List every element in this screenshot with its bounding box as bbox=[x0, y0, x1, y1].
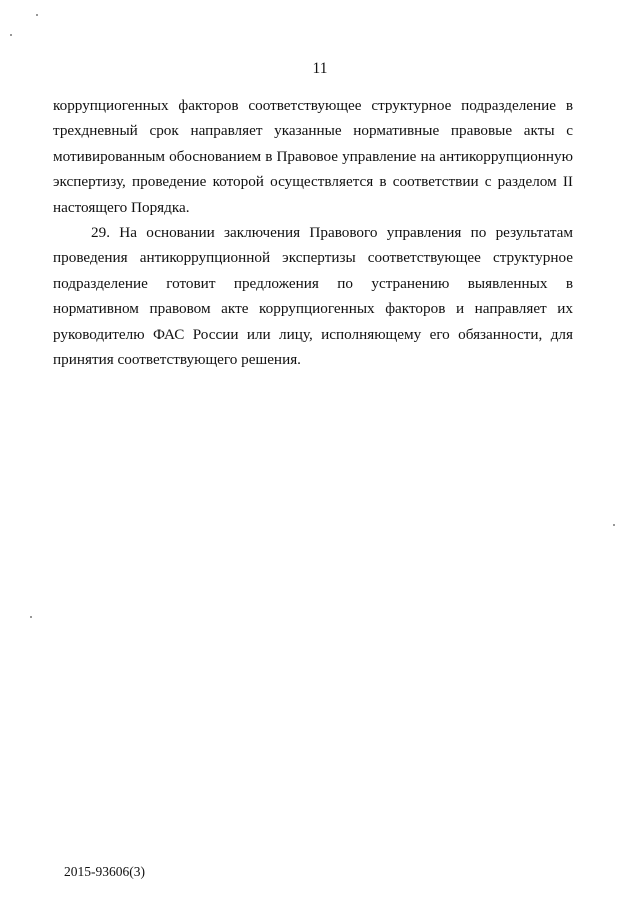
paragraph-continuation: коррупциогенных факторов соответствующее структурное подразделение в трехдневный срок направляет указанные нормативные правовые акты с мотивированным обоснованием в Правовое управление на антикоррупционную экспертизу, проведение которой осуществляется в соответствии с разделом II настоящего Порядка. bbox=[53, 97, 573, 216]
scan-speck bbox=[10, 34, 12, 36]
page-number: 11 bbox=[312, 60, 328, 77]
scan-speck bbox=[613, 524, 615, 526]
document-body bbox=[53, 93, 573, 372]
scan-speck bbox=[36, 14, 38, 16]
document-code: 2015-93606(3) bbox=[64, 864, 145, 879]
paragraph-29: 29. На основании заключения Правового управления по результатам проведения антикоррупционной экспертизы соответствующее структурное подразделение готовит предложения по устранению выявленных в нормативном правовом акте коррупциогенных факторов и направляет их руководителю ФАС России или лицу, исполняющему его обязанности, для принятия соответствующего решения. bbox=[53, 224, 573, 369]
scan-speck bbox=[30, 616, 32, 618]
